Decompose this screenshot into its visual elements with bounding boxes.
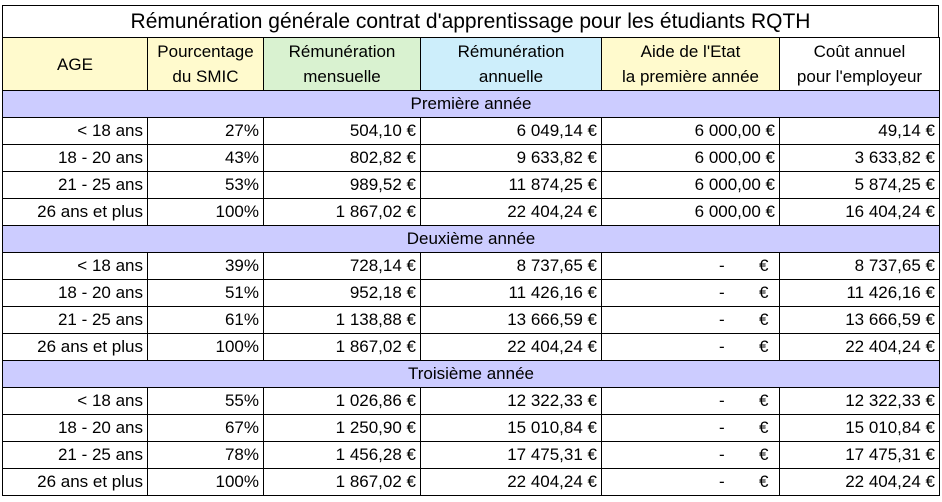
table-row <box>3 253 940 280</box>
cell-remuneration-annuelle: 15 010,84 € <box>421 415 602 442</box>
cell-aide-etat: 6 000,00 € <box>602 118 780 145</box>
header-remuneration-mensuelle: Rémunération mensuelle <box>264 38 421 91</box>
cell-aide-etat: 6 000,00 € <box>602 199 780 226</box>
aide-euro: € <box>759 283 769 302</box>
cell-cout-annuel: 12 322,33 € <box>780 388 940 415</box>
cell-aide-etat <box>602 334 780 361</box>
cell-remuneration-annuelle: 13 666,59 € <box>421 307 602 334</box>
cell-aide-etat <box>602 388 780 415</box>
cell-aide-etat <box>602 280 780 307</box>
cell-remuneration-mensuelle: 1 867,02 € <box>264 334 421 361</box>
cell-age: < 18 ans <box>3 118 148 145</box>
cell-remuneration-mensuelle: 1 867,02 € <box>264 469 421 496</box>
aide-dash: - <box>719 445 725 464</box>
cell-aide-etat <box>602 442 780 469</box>
header-age: AGE <box>3 38 148 91</box>
cell-age: 26 ans et plus <box>3 199 148 226</box>
cell-pourcentage: 27% <box>148 118 264 145</box>
aide-dash: - <box>719 310 725 329</box>
header-cout-annuel: Coût annuel pour l'employeur <box>780 38 940 91</box>
cell-age: 18 - 20 ans <box>3 145 148 172</box>
cell-aide-etat <box>602 469 780 496</box>
section-row <box>3 226 940 253</box>
remuneration-table <box>2 37 940 496</box>
cell-age: 21 - 25 ans <box>3 442 148 469</box>
cell-age: < 18 ans <box>3 253 148 280</box>
cell-remuneration-mensuelle: 1 456,28 € <box>264 442 421 469</box>
table-row <box>3 172 940 199</box>
cell-remuneration-annuelle: 12 322,33 € <box>421 388 602 415</box>
aide-euro: € <box>759 445 769 464</box>
cell-cout-annuel: 3 633,82 € <box>780 145 940 172</box>
cell-remuneration-annuelle: 6 049,14 € <box>421 118 602 145</box>
cell-aide-etat <box>602 253 780 280</box>
cell-remuneration-annuelle: 9 633,82 € <box>421 145 602 172</box>
table-row <box>3 334 940 361</box>
cell-aide-etat: 6 000,00 € <box>602 145 780 172</box>
cell-pourcentage: 67% <box>148 415 264 442</box>
aide-dash: - <box>719 418 725 437</box>
aide-euro: € <box>759 310 769 329</box>
cell-remuneration-mensuelle: 504,10 € <box>264 118 421 145</box>
cell-aide-etat <box>602 307 780 334</box>
cell-remuneration-annuelle: 17 475,31 € <box>421 442 602 469</box>
cell-remuneration-mensuelle: 989,52 € <box>264 172 421 199</box>
cell-cout-annuel: 22 404,24 € <box>780 334 940 361</box>
section-label: Troisième année <box>3 361 940 388</box>
cell-remuneration-annuelle: 11 874,25 € <box>421 172 602 199</box>
table-row <box>3 145 940 172</box>
cell-cout-annuel: 13 666,59 € <box>780 307 940 334</box>
cell-remuneration-mensuelle: 802,82 € <box>264 145 421 172</box>
section-row <box>3 361 940 388</box>
cell-pourcentage: 61% <box>148 307 264 334</box>
cell-remuneration-mensuelle: 1 026,86 € <box>264 388 421 415</box>
table-row <box>3 118 940 145</box>
cell-remuneration-annuelle: 8 737,65 € <box>421 253 602 280</box>
cell-age: 18 - 20 ans <box>3 415 148 442</box>
table-row <box>3 415 940 442</box>
aide-euro: € <box>759 337 769 356</box>
cell-cout-annuel: 22 404,24 € <box>780 469 940 496</box>
cell-aide-etat: 6 000,00 € <box>602 172 780 199</box>
table-title: Rémunération générale contrat d'apprentissage pour les étudiants RQTH <box>2 5 939 37</box>
table-row <box>3 280 940 307</box>
cell-remuneration-mensuelle: 1 250,90 € <box>264 415 421 442</box>
cell-pourcentage: 100% <box>148 334 264 361</box>
cell-age: 26 ans et plus <box>3 469 148 496</box>
cell-cout-annuel: 8 737,65 € <box>780 253 940 280</box>
cell-pourcentage: 39% <box>148 253 264 280</box>
cell-remuneration-mensuelle: 952,18 € <box>264 280 421 307</box>
cell-pourcentage: 78% <box>148 442 264 469</box>
table-row <box>3 469 940 496</box>
cell-cout-annuel: 49,14 € <box>780 118 940 145</box>
cell-remuneration-annuelle: 22 404,24 € <box>421 334 602 361</box>
header-row <box>3 38 940 91</box>
header-aide-etat: Aide de l'Etat la première année <box>602 38 780 91</box>
cell-remuneration-mensuelle: 728,14 € <box>264 253 421 280</box>
cell-remuneration-mensuelle: 1 867,02 € <box>264 199 421 226</box>
aide-dash: - <box>719 391 725 410</box>
cell-remuneration-annuelle: 11 426,16 € <box>421 280 602 307</box>
cell-pourcentage: 43% <box>148 145 264 172</box>
table-row <box>3 442 940 469</box>
cell-cout-annuel: 16 404,24 € <box>780 199 940 226</box>
table-row <box>3 388 940 415</box>
table-row <box>3 307 940 334</box>
aide-euro: € <box>759 391 769 410</box>
header-remuneration-annuelle: Rémunération annuelle <box>421 38 602 91</box>
spreadsheet-table <box>2 5 939 496</box>
table-row <box>3 199 940 226</box>
cell-age: 26 ans et plus <box>3 334 148 361</box>
aide-dash: - <box>719 256 725 275</box>
cell-cout-annuel: 15 010,84 € <box>780 415 940 442</box>
aide-dash: - <box>719 472 725 491</box>
header-pourcentage: Pourcentage du SMIC <box>148 38 264 91</box>
cell-age: 21 - 25 ans <box>3 172 148 199</box>
cell-age: 18 - 20 ans <box>3 280 148 307</box>
section-label: Première année <box>3 91 940 118</box>
section-label: Deuxième année <box>3 226 940 253</box>
cell-pourcentage: 100% <box>148 469 264 496</box>
section-row <box>3 91 940 118</box>
aide-euro: € <box>759 256 769 275</box>
aide-dash: - <box>719 337 725 356</box>
cell-pourcentage: 100% <box>148 199 264 226</box>
cell-remuneration-mensuelle: 1 138,88 € <box>264 307 421 334</box>
cell-cout-annuel: 5 874,25 € <box>780 172 940 199</box>
aide-euro: € <box>759 472 769 491</box>
aide-dash: - <box>719 283 725 302</box>
cell-aide-etat <box>602 415 780 442</box>
cell-pourcentage: 51% <box>148 280 264 307</box>
cell-remuneration-annuelle: 22 404,24 € <box>421 199 602 226</box>
cell-cout-annuel: 11 426,16 € <box>780 280 940 307</box>
cell-age: < 18 ans <box>3 388 148 415</box>
cell-pourcentage: 53% <box>148 172 264 199</box>
cell-cout-annuel: 17 475,31 € <box>780 442 940 469</box>
cell-pourcentage: 55% <box>148 388 264 415</box>
aide-euro: € <box>759 418 769 437</box>
cell-remuneration-annuelle: 22 404,24 € <box>421 469 602 496</box>
cell-age: 21 - 25 ans <box>3 307 148 334</box>
